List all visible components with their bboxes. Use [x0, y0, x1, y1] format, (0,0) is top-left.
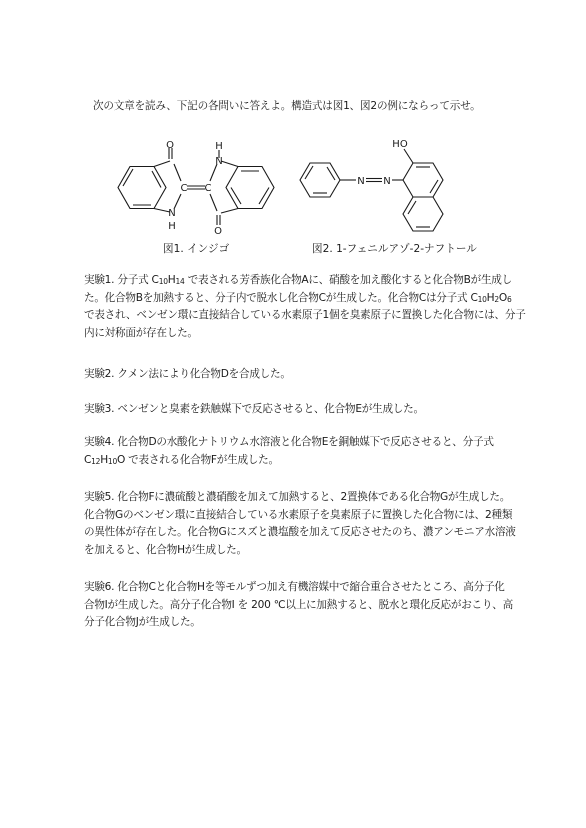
experiment-text-line: 実験1. 分子式 $C_{10}H_{14}$ で表される芳香族化合物Aに、硝酸を加え酸化すると化合物Bが生成し	[84, 274, 512, 286]
figure2-caption: 図2. 1-フェニルアゾ-2-ナフトール	[312, 243, 477, 255]
experiment-text-line: 化合物Gのベンゼン環に直接結合している水素原子を臭素原子に置換した化合物には、2種類	[84, 508, 513, 521]
experiment-text-line: 合物Iが生成した。高分子化合物I を 200 ℃以上に加熱すると、脱水と環化反応がおこり、高	[84, 598, 513, 611]
experiment-4-paragraph	[84, 434, 509, 469]
experiment-text-line: 実験6. 化合物Cと化合物Hを等モルずつ加え有機溶媒中で縮合重合させたところ、高分子化	[84, 581, 505, 593]
atom-o-bottom: O	[214, 226, 222, 235]
experiment-1-paragraph	[84, 272, 526, 343]
figure1-caption: 図1. インジゴ	[163, 243, 230, 255]
experiment-text-line: を加えると、化合物Hが生成した。	[84, 544, 247, 557]
experiment-text-line: 内に対称面が存在した。	[84, 327, 198, 340]
experiment-3-paragraph	[84, 401, 509, 419]
experiment-6-paragraph	[84, 579, 513, 632]
experiment-text-line: の異性体が存在した。化合物Gにスズと濃塩酸を加えて反応させたのち、濃アンモニア水溶液	[84, 526, 516, 539]
atom-n-bottom: N	[168, 208, 176, 219]
experiment-text-line: 実験5. 化合物Fに濃硫酸と濃硝酸を加えて加熱すると、2置換体である化合物Gが生成した。	[84, 491, 511, 503]
experiment-text-line: 実験4. 化合物Dの水酸化ナトリウム水溶液と化合物Eを銅触媒下で反応させると、分子式	[84, 436, 494, 448]
experiment-text-line: $C_{12}H_{10}O$ で表される化合物Fが生成した。	[84, 453, 279, 466]
experiment-2-paragraph	[84, 366, 509, 384]
experiment-5-paragraph	[84, 489, 516, 560]
atom-c-right: C	[204, 183, 212, 194]
atom-ho: HO	[392, 139, 408, 150]
experiment-text-line: 分子化合物Jが生成した。	[84, 616, 201, 629]
atom-n2: N	[383, 176, 391, 187]
indigo-structure-figure	[112, 140, 282, 235]
atom-o-top: O	[166, 140, 174, 151]
instructions-text: 次の文章を読み、下記の各問いに答えよ。構造式は図1、図2の例にならって示せ。	[93, 100, 481, 112]
phenylazo-naphthol-structure-figure	[296, 130, 456, 240]
experiment-text-line: 実験2. クメン法により化合物Dを合成した。	[84, 368, 291, 380]
atom-c-left: C	[180, 183, 188, 194]
atom-h-bottom: H	[168, 221, 176, 232]
atom-n-top: N	[215, 156, 223, 167]
experiment-text-line: で表され、ベンゼン環に直接結合している水素原子1個を臭素原子に置換した化合物には、分子	[84, 309, 526, 322]
experiment-text-line: 実験3. ベンゼンと臭素を鉄触媒下で反応させると、化合物Eが生成した。	[84, 403, 424, 415]
experiment-text-line: た。化合物Bを加熱すると、分子内で脱水し化合物Cが生成した。化合物Cは分子式 $C_{10}H_2O_6$	[84, 291, 512, 304]
atom-n1: N	[357, 176, 365, 187]
atom-h-top: H	[215, 141, 223, 152]
